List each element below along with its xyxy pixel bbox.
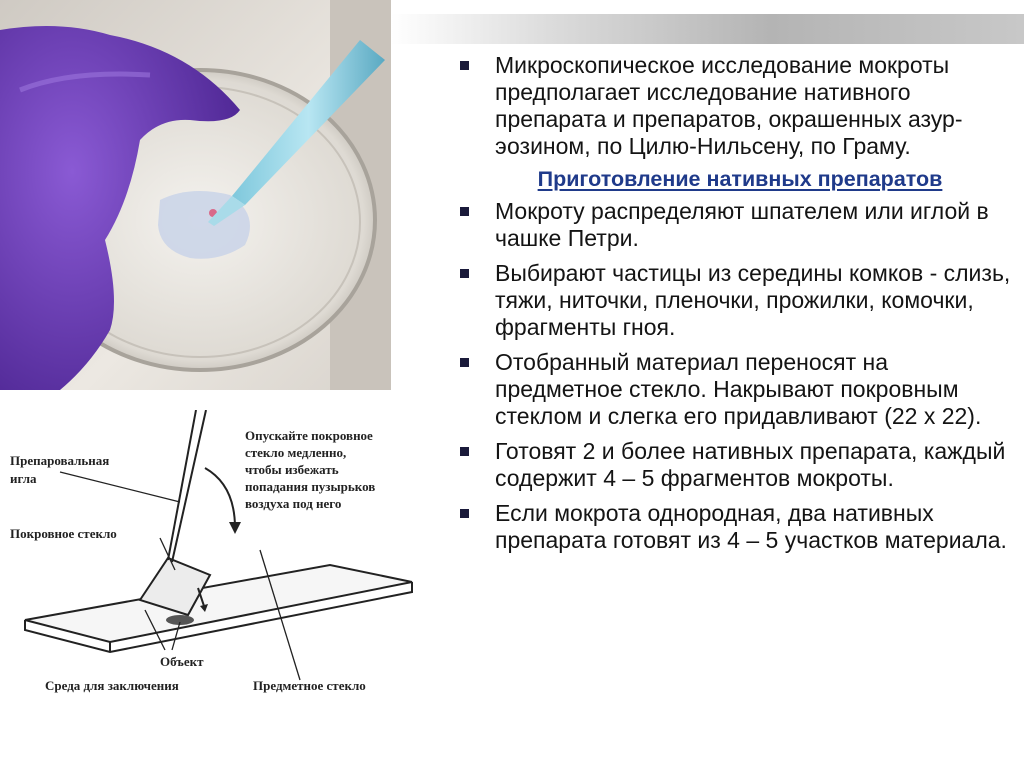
bullet-text: Готовят 2 и более нативных препарата, каждый содержит 4 – 5 фрагментов мокроты. [495,438,1006,491]
bullet-text: Выбирают частицы из середины комков - слизь, тяжи, ниточки, пленочки, прожилки, комочки, фрагменты гноя. [495,260,1011,340]
instruction-line-2: стекло медленно, [245,445,347,460]
bullet-text: Микроскопическое исследование мокроты предполагает исследование нативного препарата и препаратов, окрашенных азур-эозином, по Цилю-Нильсену, по Граму. [495,52,963,159]
instruction-line-3: чтобы избежать [245,462,339,477]
bullet-square-icon [460,509,469,518]
bullet-text: Отобранный материал переносят на предметное стекло. Накрывают покровным стеклом и слегка его придавливают (22 х 22). [495,349,982,429]
bullet-item [460,198,1016,252]
needle-label-2: игла [10,471,37,486]
bullet-item [460,438,1016,492]
instruction-line-5: воздуха под него [245,496,342,511]
bullet-square-icon [460,447,469,456]
text-content [460,52,1016,554]
bullet-item [460,260,1016,341]
bullet-square-icon [460,358,469,367]
object-label: Объект [160,654,204,669]
bullet-item [460,500,1016,554]
medium-label: Среда для заключения [45,678,179,693]
instruction-line-4: попадания пузырьков [245,479,376,494]
bullet-text: Мокроту распределяют шпателем или иглой в чашке Петри. [495,198,989,251]
needle-label: Препаровальная [10,453,110,468]
bullet-text: Если мокрота однородная, два нативных препарата готовят из 4 – 5 участков материала. [495,500,1007,553]
slide-label: Предметное стекло [253,678,366,693]
coverslip-label: Покровное стекло [10,526,117,541]
slide-preparation-diagram [0,410,440,710]
bullet-intro [460,52,1016,160]
bullet-square-icon [460,207,469,216]
section-subheading: Приготовление нативных препаратов [537,167,943,191]
bullet-square-icon [460,269,469,278]
instruction-line-1: Опускайте покровное [245,428,373,443]
bullet-item [460,349,1016,430]
bullet-square-icon [460,61,469,70]
header-gradient-bar [391,14,1024,44]
petri-dish-photo [0,0,391,390]
